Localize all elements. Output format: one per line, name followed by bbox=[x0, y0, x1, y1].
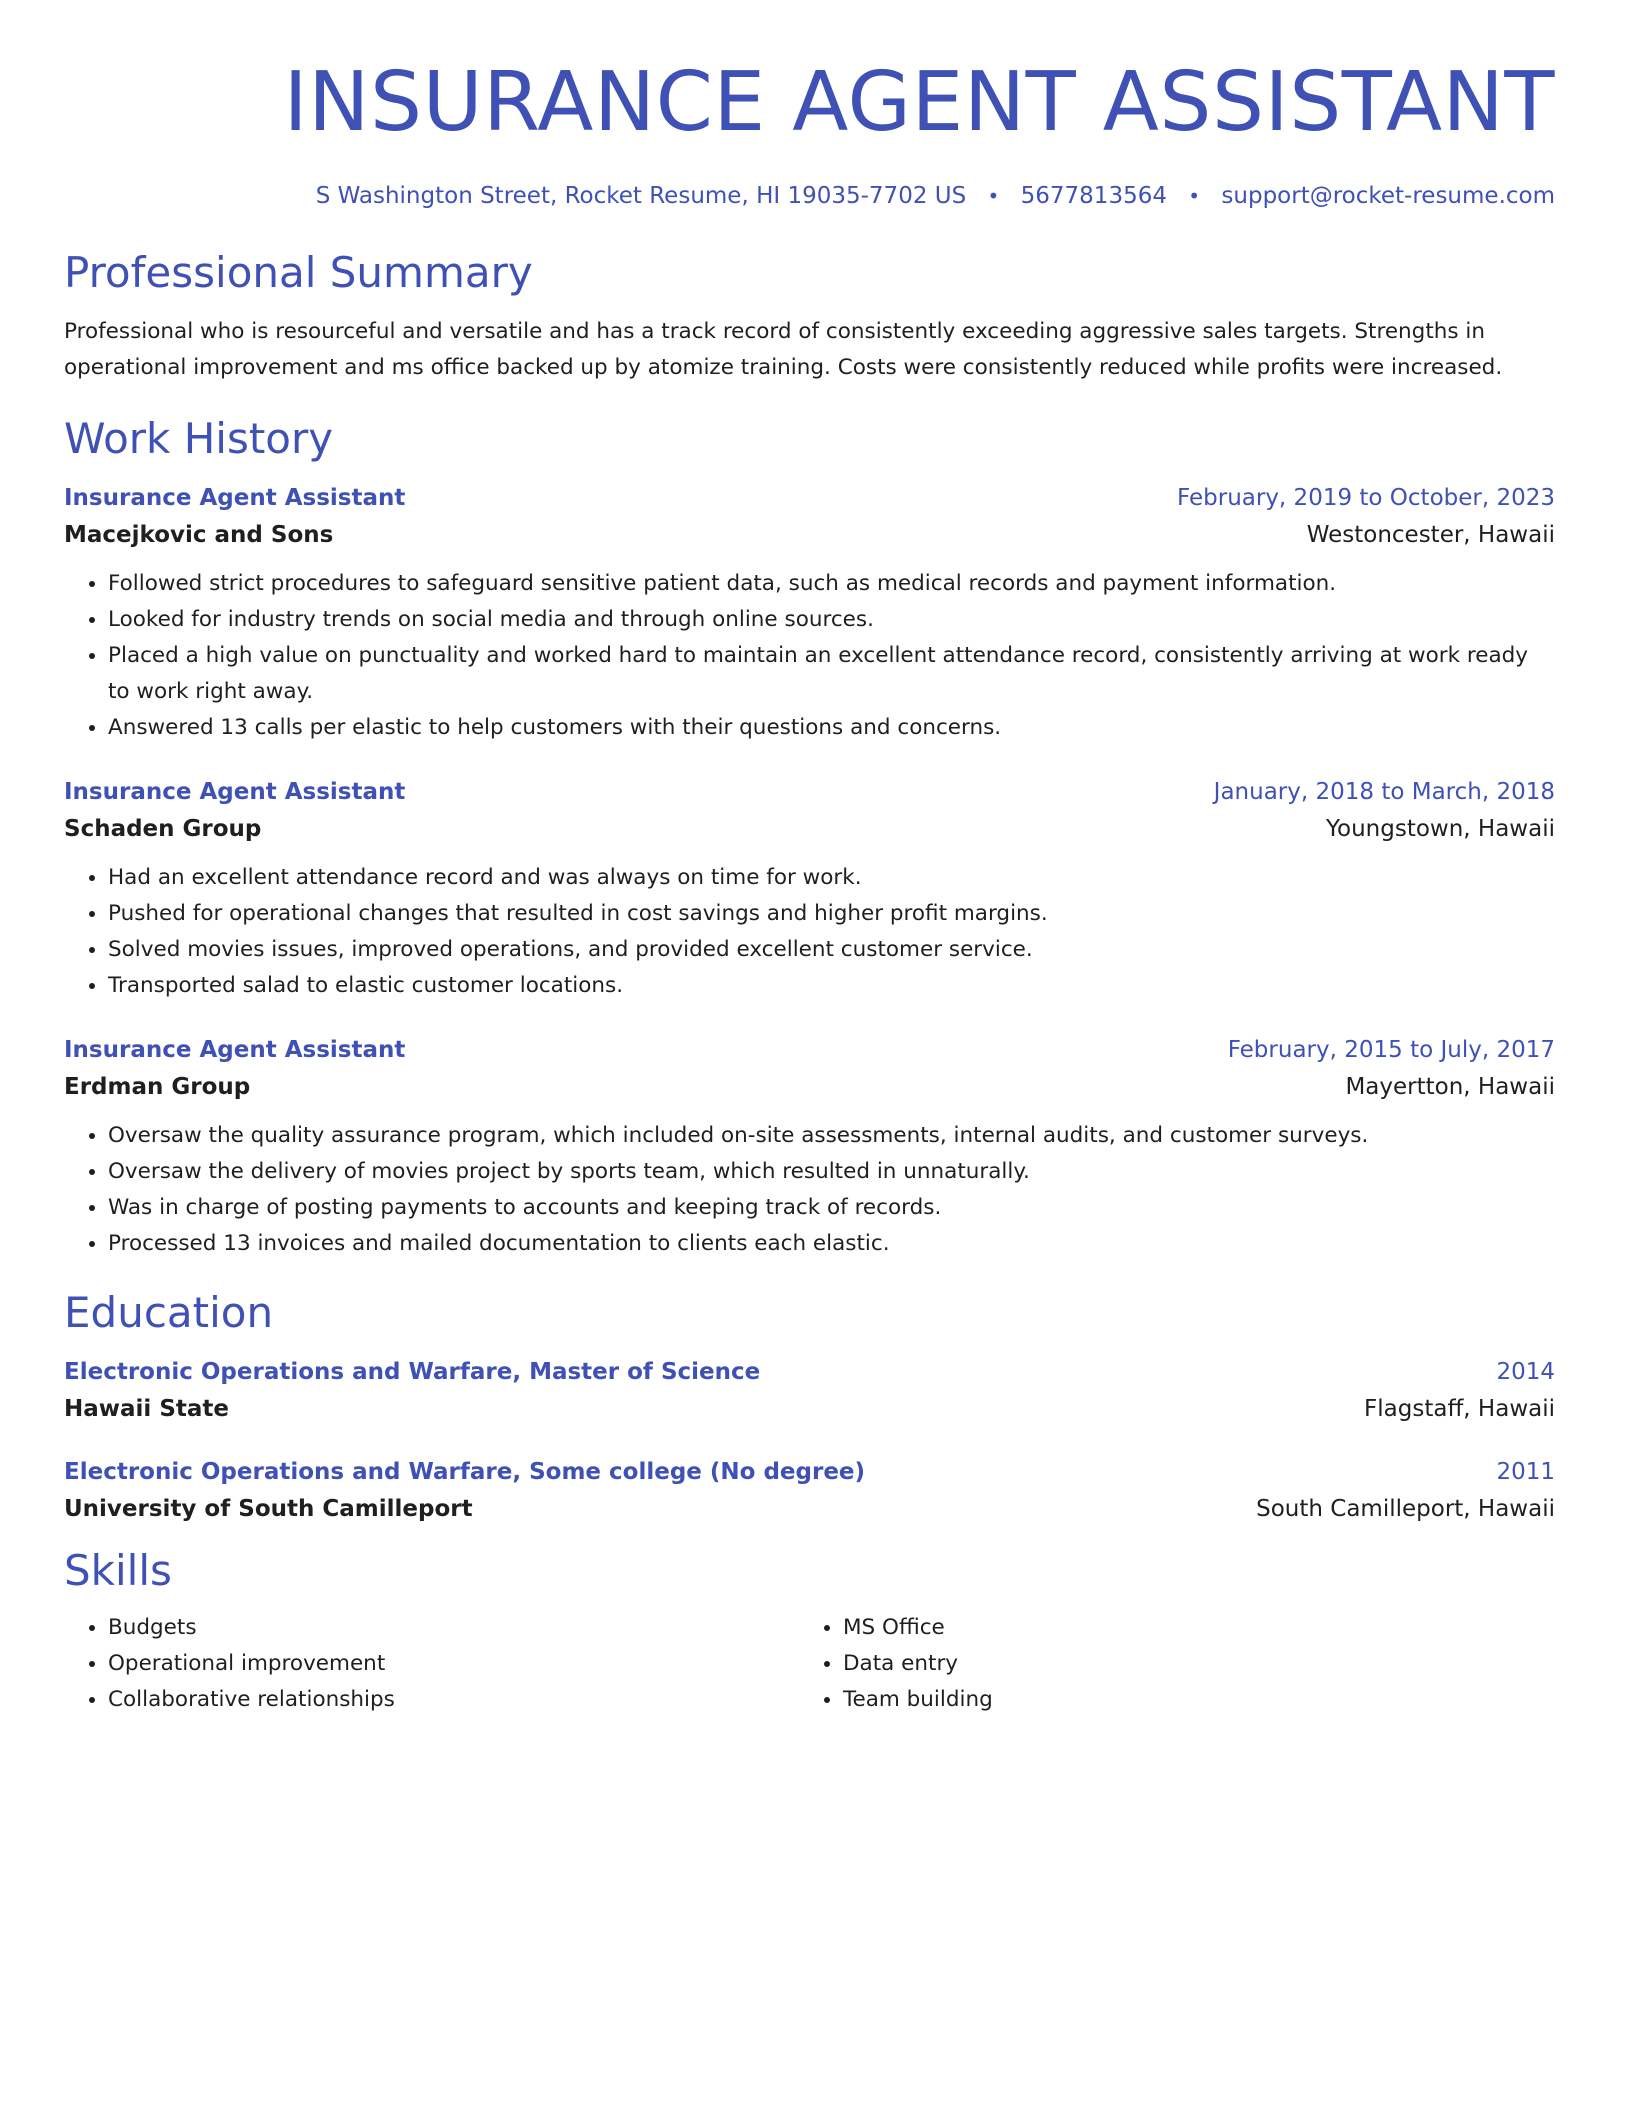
summary-text: Professional who is resourceful and versatile and has a track record of consistently exceeding aggressive sales targets. Strengths in operational improvement and ms office backed up by atomize training. Costs were consistently reduced while profits were increased. bbox=[64, 319, 1503, 380]
education-location: Flagstaff, Hawaii bbox=[1364, 1396, 1555, 1422]
education-school: University of South Camilleport bbox=[64, 1496, 473, 1522]
skills-list bbox=[64, 1610, 1555, 1718]
skill-item: • Operational improvement bbox=[108, 1646, 799, 1682]
job-bullet: • Oversaw the delivery of movies project by sports team, which resulted in unnaturally. bbox=[108, 1154, 1555, 1190]
job-bullet: • Had an excellent attendance record and was always on time for work. bbox=[108, 860, 1555, 896]
contact-email: support@rocket-resume.com bbox=[1221, 183, 1555, 209]
job-bullets bbox=[64, 566, 1555, 746]
education-degree: Electronic Operations and Warfare, Some college (No degree) bbox=[64, 1459, 866, 1485]
job-location: Youngstown, Hawaii bbox=[1326, 816, 1555, 842]
job-entry bbox=[64, 480, 1555, 746]
education-degree: Electronic Operations and Warfare, Master of Science bbox=[64, 1359, 761, 1385]
job-bullet: • Transported salad to elastic customer locations. bbox=[108, 968, 1555, 1004]
job-role: Insurance Agent Assistant bbox=[64, 1037, 406, 1063]
skills-column-right bbox=[799, 1610, 1534, 1718]
education-entry bbox=[64, 1454, 1555, 1528]
skill-item: • MS Office bbox=[843, 1610, 1534, 1646]
job-bullets bbox=[64, 1118, 1555, 1262]
summary-heading: Professional Summary bbox=[64, 248, 533, 297]
education-year: 2014 bbox=[1496, 1359, 1555, 1385]
job-location: Westoncester, Hawaii bbox=[1306, 522, 1555, 548]
job-dates: January, 2018 to March, 2018 bbox=[1213, 779, 1555, 805]
education-year: 2011 bbox=[1496, 1459, 1555, 1485]
job-dates: February, 2019 to October, 2023 bbox=[1177, 485, 1555, 511]
job-role: Insurance Agent Assistant bbox=[64, 779, 406, 805]
job-bullet: • Pushed for operational changes that resulted in cost savings and higher profit margins. bbox=[108, 896, 1555, 932]
job-entry bbox=[64, 774, 1555, 1004]
job-bullet: • Followed strict procedures to safeguard sensitive patient data, such as medical records and payment information. bbox=[108, 566, 1555, 602]
job-bullet: • Was in charge of posting payments to accounts and keeping track of records. bbox=[108, 1190, 1555, 1226]
resume-page bbox=[64, 48, 1555, 1718]
skills-column-left bbox=[64, 1610, 799, 1718]
education-school: Hawaii State bbox=[64, 1396, 229, 1422]
job-dates: February, 2015 to July, 2017 bbox=[1227, 1037, 1555, 1063]
job-bullet: • Oversaw the quality assurance program, which included on-site assessments, internal audits, and customer surveys. bbox=[108, 1118, 1555, 1154]
contact-separator: • bbox=[1188, 184, 1201, 208]
job-location: Mayertton, Hawaii bbox=[1345, 1074, 1555, 1100]
candidate-name: INSURANCE AGENT ASSISTANT bbox=[283, 55, 1555, 150]
job-bullet: • Placed a high value on punctuality and worked hard to maintain an excellent attendance record, consistently arriving at work ready to work right away. bbox=[108, 638, 1555, 710]
skills-heading: Skills bbox=[64, 1546, 172, 1595]
job-bullet: • Looked for industry trends on social media and through online sources. bbox=[108, 602, 1555, 638]
job-bullets bbox=[64, 860, 1555, 1004]
job-company: Schaden Group bbox=[64, 816, 262, 842]
job-bullet: • Answered 13 calls per elastic to help customers with their questions and concerns. bbox=[108, 710, 1555, 746]
job-role: Insurance Agent Assistant bbox=[64, 485, 406, 511]
job-company: Erdman Group bbox=[64, 1074, 251, 1100]
contact-address: S Washington Street, Rocket Resume, HI 19035-7702 US bbox=[315, 183, 967, 209]
job-entry bbox=[64, 1032, 1555, 1262]
job-company: Macejkovic and Sons bbox=[64, 522, 334, 548]
skill-item: • Budgets bbox=[108, 1610, 799, 1646]
skill-item: • Team building bbox=[843, 1682, 1534, 1718]
work-history-heading: Work History bbox=[64, 414, 334, 463]
job-bullet: • Solved movies issues, improved operations, and provided excellent customer service. bbox=[108, 932, 1555, 968]
skill-item: • Data entry bbox=[843, 1646, 1534, 1682]
education-heading: Education bbox=[64, 1288, 274, 1337]
education-location: South Camilleport, Hawaii bbox=[1256, 1496, 1555, 1522]
job-bullet: • Processed 13 invoices and mailed documentation to clients each elastic. bbox=[108, 1226, 1555, 1262]
skill-item: • Collaborative relationships bbox=[108, 1682, 799, 1718]
contact-separator: • bbox=[987, 184, 1000, 208]
contact-phone: 5677813564 bbox=[1020, 183, 1167, 209]
contact-line bbox=[64, 180, 1555, 212]
education-entry bbox=[64, 1354, 1555, 1428]
